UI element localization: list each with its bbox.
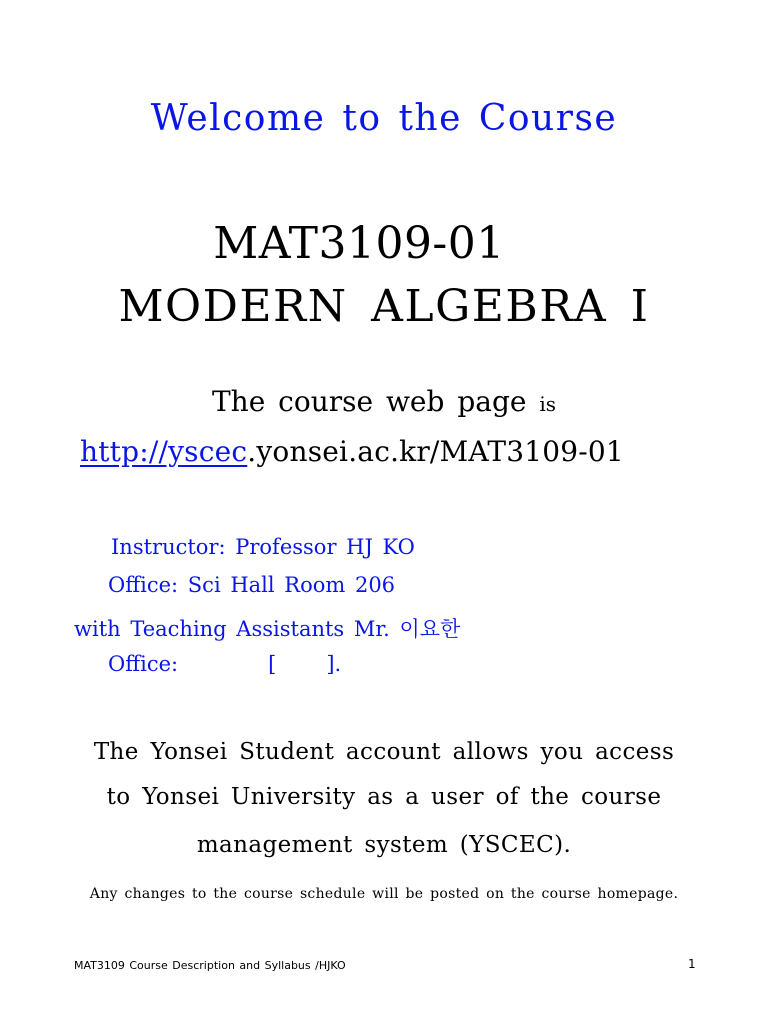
account-info-line-2: to Yonsei University as a user of the course	[106, 784, 662, 810]
ta-office-label: Office:	[108, 652, 179, 676]
page-number: 1	[688, 957, 696, 971]
page-footer: MAT3109 Course Description and Syllabus /HJKO	[74, 959, 346, 972]
account-info-line-3: management system (YSCEC).	[196, 832, 572, 858]
course-url-rest: .yonsei.ac.kr/MAT3109-01	[247, 435, 624, 468]
web-page-intro-text: The course web page	[211, 385, 540, 418]
instructor-line: Instructor: Professor HJ KO	[111, 535, 415, 559]
ta-office-line	[108, 652, 341, 676]
course-url-link[interactable]: http://yscec	[80, 435, 248, 468]
teaching-assistants-line: with Teaching Assistants Mr. 이요한	[74, 617, 461, 641]
ta-office-bracket-close: ].	[326, 652, 342, 676]
account-info-line-1: The Yonsei Student account allows you access	[93, 739, 675, 765]
schedule-changes-note: Any changes to the course schedule will be posted on the course homepage.	[89, 886, 679, 902]
welcome-heading: Welcome to the Course	[150, 98, 618, 139]
course-url	[80, 435, 624, 468]
instructor-office-line: Office: Sci Hall Room 206	[108, 573, 396, 597]
web-page-intro	[0, 385, 768, 418]
ta-office-bracket-open: [	[268, 652, 277, 676]
course-name-title: MODERN ALGEBRA I	[118, 281, 650, 332]
course-code-title: MAT3109-01	[213, 218, 505, 269]
web-page-intro-is: is	[539, 392, 557, 416]
